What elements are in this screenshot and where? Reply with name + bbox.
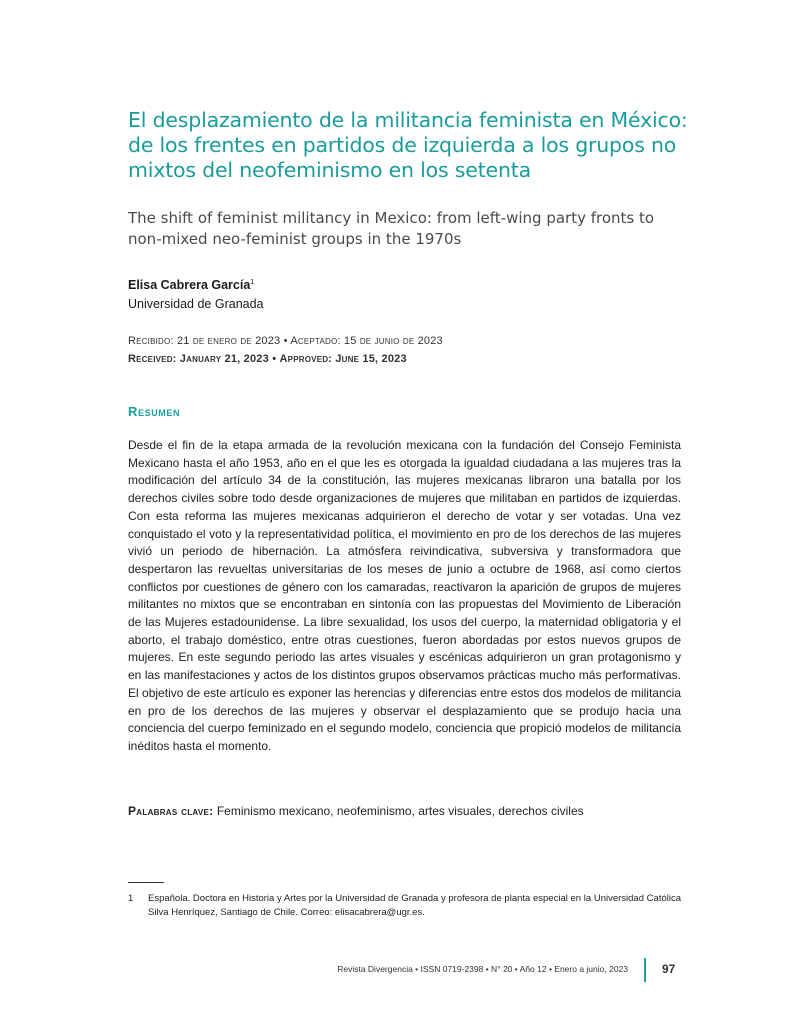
abstract-text: Desde el fin de la etapa armada de la revolución mexicana con la fundación del Consejo Feminista Mexicano hasta el año 1953, año en el que les es otorgada la igualdad ciudadana a las mujeres tras la modificación del artículo 34 de la constitución, las mujeres mexicanas libraron una batalla por los derechos civiles sobre todo desde organizaciones de mujeres que militaban en partidos de izquierdas. Con esta reforma las mujeres mexicanas adquirieron el derecho de votar y ser votadas. Una vez conquistado el voto y la representatividad política, el movimiento en pro de los derechos de las mujeres vivió un periodo de hibernación. La atmósfera reivindicativa, subversiva y transformadora que despertaron las revueltas universitarias de los meses de junio a octubre de 1968, así como ciertos conflictos por cuestiones de género con los camaradas, reactivaron la aparición de grupos de mujeres militantes no mixtos que se encontraban en sintonía con las propuestas del Movimiento de Liberación de las Mujeres estadounidense. La libre sexualidad, los usos del cuerpo, la maternidad obligatoria y el aborto, el trabajo doméstico, entre otras cuestiones, fueron abordadas por estos nuevos grupos de mujeres. En este segundo periodo las artes visuales y escénicas adquirieron un gran protagonismo y en las manifestaciones y actos de los distintos grupos observamos prácticas mucho más performativas. El objetivo de este artículo es exponer las herencias y diferencias entre estos dos modelos de militancia en pro de los derechos de las mujeres y observar el desplazamiento que se produjo hacia una conciencia del cuerpo feminizado en el segundo modelo, conciencia que propició modelos de militancia inéditos hasta el momento. <box>128 438 681 753</box>
accepted-value-es: 15 de junio de 2023 <box>343 335 443 347</box>
article-subtitle-english: The shift of feminist militancy in Mexico: from left-wing party fronts to non-mixed neo-feminist groups in the 1970s <box>128 209 655 248</box>
footnote-divider <box>128 882 164 883</box>
page-number: 97 <box>662 962 676 976</box>
dates-separator-es: • <box>283 335 288 347</box>
journal-footer-line: Revista Divergencia • ISSN 0719-2398 • N° 20 • Año 12 • Enero a junio, 2023 <box>337 964 628 974</box>
dates-english <box>128 353 407 365</box>
dates-separator-en: • <box>272 353 277 365</box>
received-label-es: Recibido: <box>128 335 174 347</box>
approved-label-en: Approved: <box>279 353 333 365</box>
author-name <box>128 278 254 292</box>
author-affiliation: Universidad de Granada <box>128 297 264 311</box>
approved-value-en: June 15, 2023 <box>335 353 407 365</box>
footnote-text: Española. Doctora en Historia y Artes por la Universidad de Granada y profesora de planta especial en la Universidad Católica Silva Henríquez, Santiago de Chile. Correo: elisacabrera@ugr.es. <box>148 893 681 918</box>
footnote-number: 1 <box>128 893 134 904</box>
keywords-label: Palabras clave: <box>128 804 214 818</box>
received-value-es: 21 de enero de 2023 <box>176 335 281 347</box>
footnote <box>128 892 681 920</box>
abstract-heading: Resumen <box>128 404 181 419</box>
author-name-text: Elisa Cabrera García <box>128 278 251 292</box>
received-value-en: January 21, 2023 <box>179 353 269 365</box>
keywords <box>128 804 681 818</box>
dates-spanish <box>128 335 443 347</box>
author-footnote-mark[interactable]: 1 <box>250 278 255 286</box>
footer-accent-bar <box>644 958 646 982</box>
article-title: El desplazamiento de la militancia feminista en México: de los frentes en partidos de izquierda a los grupos no mixtos del neofeminismo en los setenta <box>128 108 688 182</box>
keywords-text: Feminismo mexicano, neofeminismo, artes visuales, derechos civiles <box>216 804 584 818</box>
accepted-label-es: Aceptado: <box>290 335 341 347</box>
received-label-en: Received: <box>128 353 177 365</box>
